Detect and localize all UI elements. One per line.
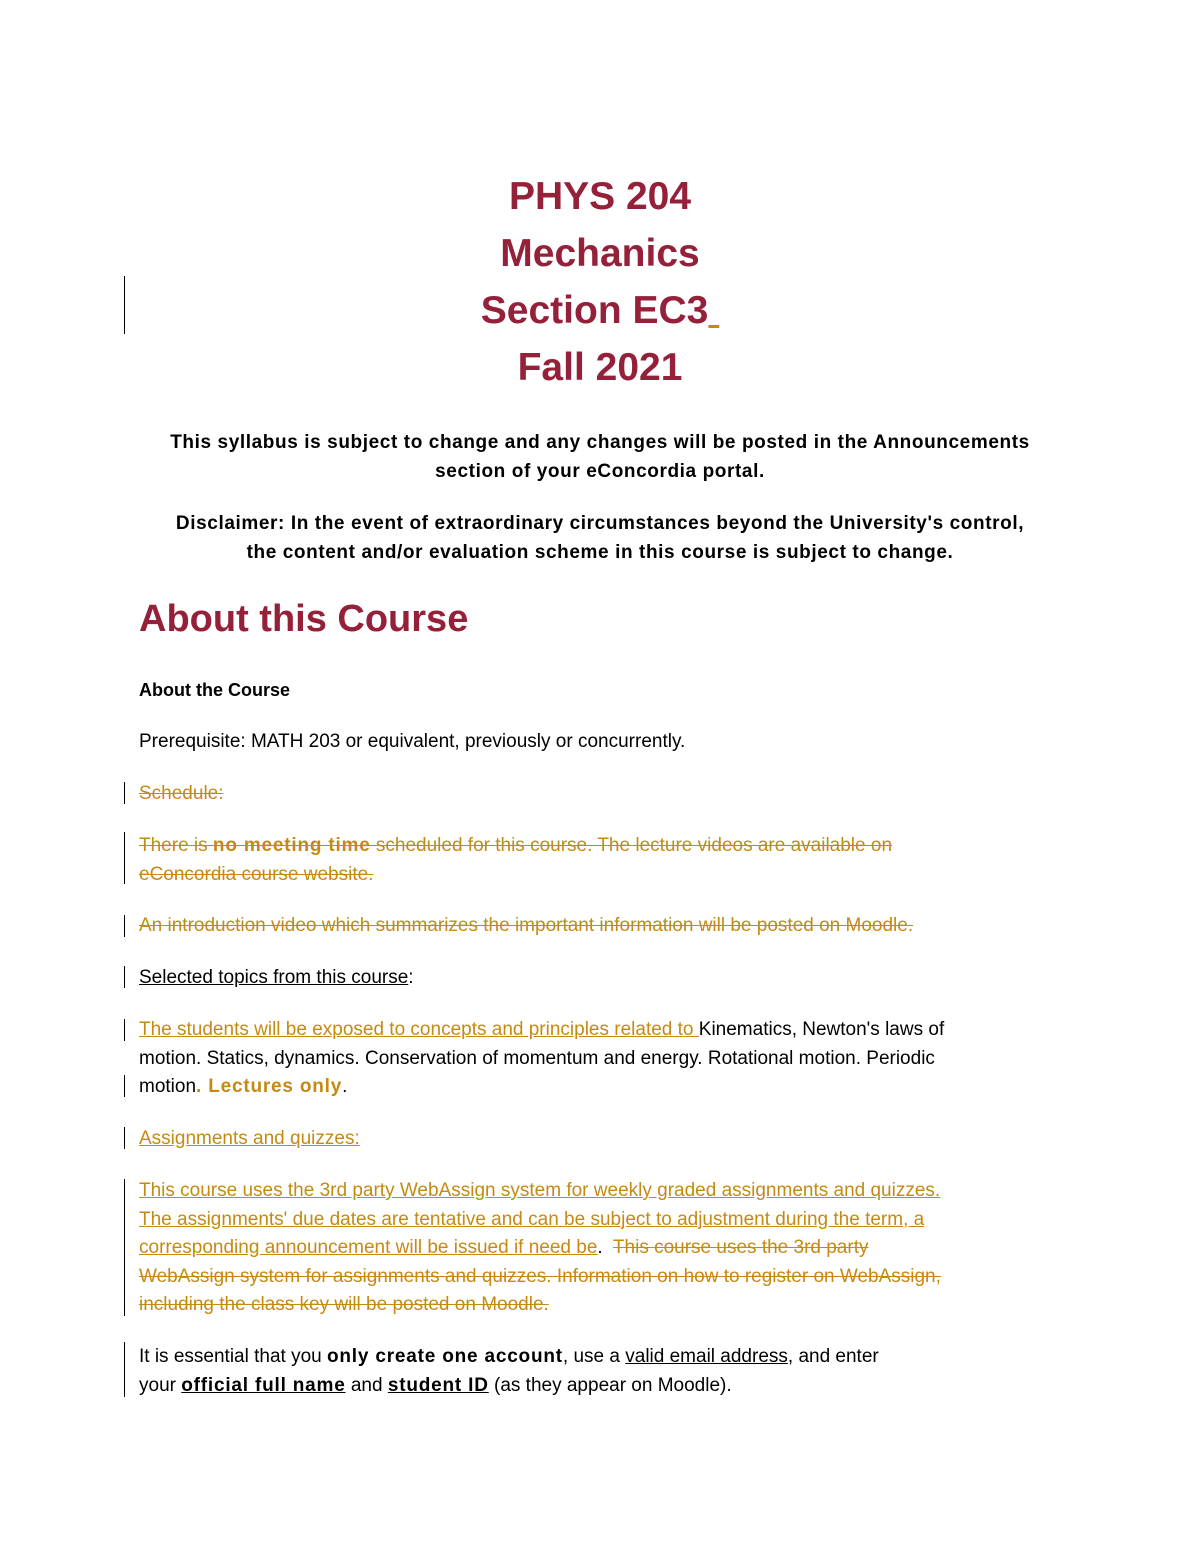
syllabus-notice: This syllabus is subject to change and any changes will be posted in the Announcements section of your eConcordia portal. [170, 432, 1030, 482]
prerequisite-text: Prerequisite: MATH 203 or equivalent, previously or concurrently. [139, 731, 686, 752]
schedule-text: There is no meeting time scheduled for this course. The lecture videos are available on eConcordia course website. [139, 835, 893, 885]
change-bar [124, 782, 125, 804]
change-bar [124, 1342, 125, 1397]
change-bar [124, 1075, 125, 1097]
topics-label: Selected topics from this course: [139, 967, 414, 988]
inserted-space [708, 289, 719, 332]
course-section: Section EC3 [0, 282, 1200, 339]
topics-text: The students will be exposed to concepts and principles related to Kinematics, Newton's laws of motion. Statics, dynamics. Conservation of momentum and energy. Rotational motion. Periodic motion. Lectures only. [139, 1019, 945, 1097]
change-bar [124, 832, 125, 884]
schedule-label: Schedule: [139, 783, 224, 804]
change-bar [124, 915, 125, 937]
assignments-text: This course uses the 3rd party WebAssign system for weekly graded assignments and quizzes. The assignments' due dates are tentative and can be subject to adjustment during the term, a corresponding announcement will be issued if need be. This course uses the 3rd party WebAssign system for assignments and quizzes. Information on how to register on WebAssign, including the class key will be posted on Moodle. [139, 1180, 941, 1315]
change-bar [124, 1019, 125, 1041]
disclaimer: Disclaimer: In the event of extraordinary circumstances beyond the University's control, the content and/or evaluation scheme in this course is subject to change. [175, 513, 1025, 563]
change-bar [124, 1127, 125, 1149]
course-code: PHYS 204 [508, 175, 692, 218]
course-term: Fall 2021 [517, 346, 683, 389]
section-heading-about: About this Course [139, 598, 469, 640]
assignments-label: Assignments and quizzes: [139, 1128, 360, 1149]
subheading-about-course: About the Course [139, 680, 290, 700]
account-instructions: It is essential that you only create one account, use a valid email address, and enter your official full name and student ID (as they appear on Moodle). [139, 1346, 879, 1396]
change-bar [124, 966, 125, 988]
intro-video-text: An introduction video which summarizes the important information will be posted on Moodle. [139, 915, 914, 936]
change-bar [124, 1179, 125, 1316]
course-title-block [0, 168, 1200, 396]
course-name: Mechanics [500, 232, 700, 275]
